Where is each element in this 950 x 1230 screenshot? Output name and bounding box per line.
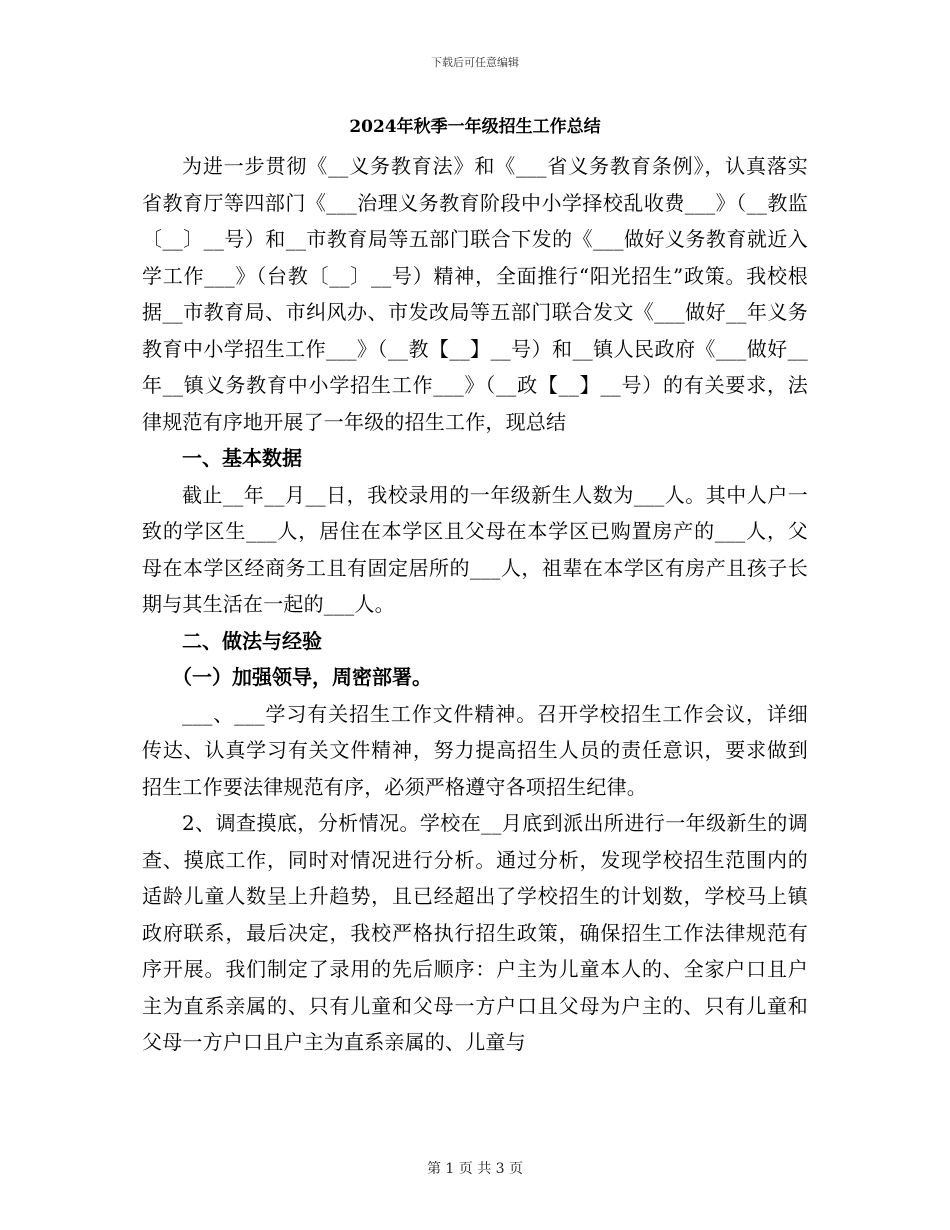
section-basic-data-heading: 一、基本数据 (182, 446, 302, 470)
section-basic-data-body: 截止__年__月__日，我校录用的一年级新生人数为___人。其中人户一致的学区生___人，居住在本学区且父母在本学区已购置房产的___人，父母在本学区经商务工且有固定居所的___人，祖辈在本学区有房产且孩子长期与其生活在一起的___人。 (142, 482, 808, 616)
intro-paragraph: 为进一步贯彻《__义务教育法》和《___省义务教育条例》，认真落实省教育厅等四部门《___治理义务教育阶段中小学择校乱收费___》（__教监〔__〕__号）和__市教育局等五部门联合下发的《___做好义务教育就近入学工作___》（台教〔__〕__号）精神，全面推行“阳光招生”政策。我校根据__市教育局、市纠风办、市发改局等五部门联合发文《___做好__年义务教育中小学招生工作___》（__教【__】__号）和__镇人民政府《___做好__年__镇义务教育中小学招生工作___》（__政【__】__号）的有关要求，法律规范有序地开展了一年级的招生工作，现总结 (142, 154, 808, 434)
document-title: 2024年秋季一年级招生工作总结 (349, 117, 601, 137)
subsection-leadership-heading: （一）加强领导，周密部署。 (172, 665, 432, 689)
paragraph-study-documents: ___、___学习有关招生工作文件精神。召开学校招生工作会议，详细传达、认真学习有关文件精神，努力提高招生人员的责任意识，要求做到招生工作要法律规范有序，必须严格遵守各项招生纪律。 (142, 701, 808, 799)
paragraph-survey-analysis: 2、调查摸底，分析情况。学校在__月底到派出所进行一年级新生的调查、摸底工作，同时对情况进行分析。通过分析，发现学校招生范围内的适龄儿童人数呈上升趋势，且已经超出了学校招生的计划数，学校马上镇政府联系，最后决定，我校严格执行招生政策，确保招生工作法律规范有序开展。我们制定了录用的先后顺序：户主为儿童本人的、全家户口且户主为直系亲属的、只有儿童和父母一方户口且父母为户主的、只有儿童和父母一方户口且户主为直系亲属的、儿童与 (142, 811, 808, 1054)
header-note: 下载后可任意编辑 (431, 56, 519, 69)
section-practice-heading: 二、做法与经验 (182, 628, 322, 653)
page-footer: 第 1 页 共 3 页 (426, 1161, 524, 1177)
document-body (142, 114, 808, 1061)
